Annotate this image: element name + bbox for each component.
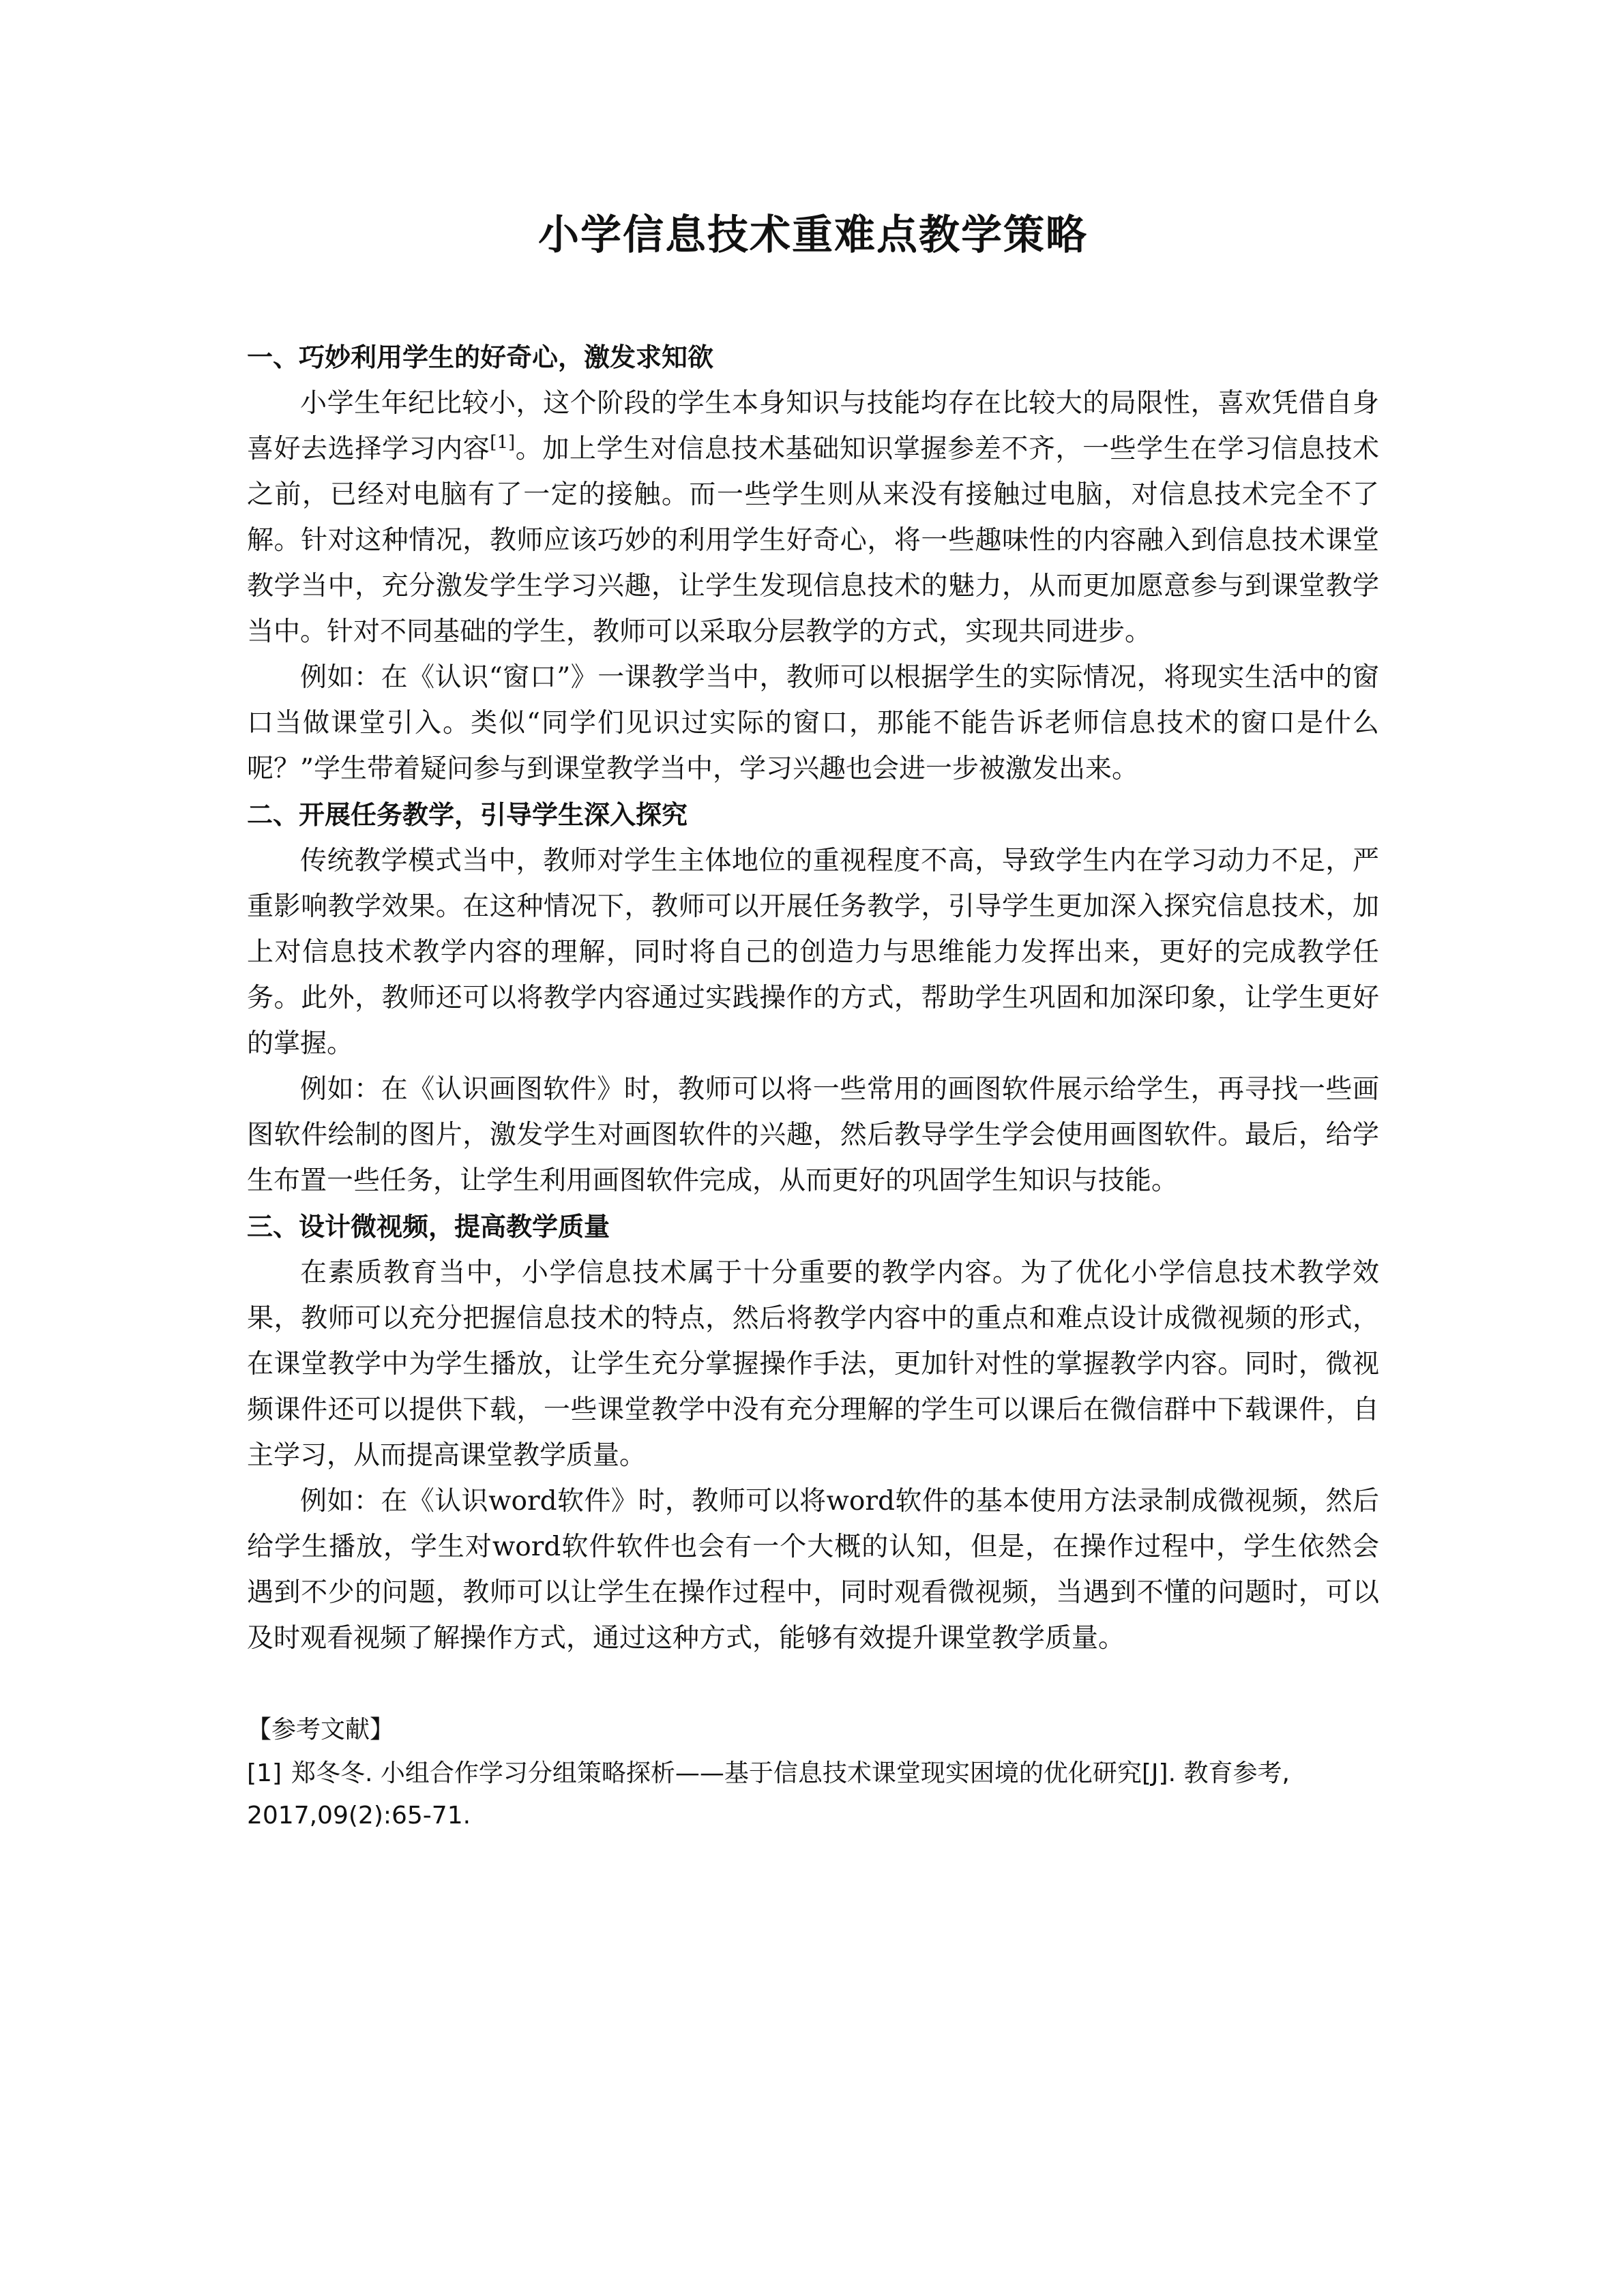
- section-heading: 一、巧妙利用学生的好奇心，激发求知欲: [247, 342, 714, 372]
- references: [247, 1708, 1379, 1837]
- reference-number: [1]: [247, 1759, 282, 1787]
- section-1: [247, 334, 1379, 792]
- document-title: 小学信息技术重难点教学策略: [538, 211, 1088, 259]
- document-page: [247, 205, 1379, 1837]
- citation-marker: [1]: [490, 432, 516, 453]
- paragraph-text: 小学生年纪比较小，这个阶段的学生本身知识与技能均存在比较大的局限性，喜欢凭借自身喜好去选择学习内容: [247, 388, 1379, 464]
- paragraph: 在素质教育当中，小学信息技术属于十分重要的教学内容。为了优化小学信息技术教学效果，教师可以充分把握信息技术的特点，然后将教学内容中的重点和难点设计成微视频的形式，在课堂教学中为学生播放，让学生充分掌握操作手法，更加针对性的掌握教学内容。同时，微视频课件还可以提供下载，一些课堂教学中没有充分理解的学生可以课后在微信群中下载课件，自主学习，从而提高课堂教学质量。: [247, 1257, 1379, 1471]
- section-heading: 三、设计微视频，提高教学质量: [247, 1212, 610, 1242]
- paragraph: 例如：在《认识word软件》时，教师可以将word软件的基本使用方法录制成微视频，然后给学生播放，学生对word软件软件也会有一个大概的认知，但是，在操作过程中，学生依然会遇到不少的问题，教师可以让学生在操作过程中，同时观看微视频，当遇到不懂的问题时，可以及时观看视频了解操作方式，通过这种方式，能够有效提升课堂教学质量。: [247, 1486, 1379, 1654]
- paragraph: 例如：在《认识“窗口”》一课教学当中，教师可以根据学生的实际情况，将现实生活中的窗口当做课堂引入。类似“同学们见识过实际的窗口，那能不能告诉老师信息技术的窗口是什么呢？”学生带着疑问参与到课堂教学当中，学习兴趣也会进一步被激发出来。: [247, 662, 1379, 784]
- paragraph: [247, 381, 1379, 655]
- section-3: [247, 1204, 1379, 1661]
- reference-item: [247, 1753, 1379, 1837]
- paragraph: 例如：在《认识画图软件》时，教师可以将一些常用的画图软件展示给学生，再寻找一些画图软件绘制的图片，激发学生对画图软件的兴趣，然后教导学生学会使用画图软件。最后，给学生布置一些任务，让学生利用画图软件完成，从而更好的巩固学生知识与技能。: [247, 1074, 1379, 1196]
- section-heading: 二、开展任务教学，引导学生深入探究: [247, 800, 688, 830]
- references-heading: 【参考文献】: [247, 1716, 395, 1744]
- reference-text: 郑冬冬. 小组合作学习分组策略探析——基于信息技术课堂现实困境的优化研究[J]. 教育参考, 2017,09(2):65-71.: [247, 1759, 1290, 1830]
- section-2: [247, 792, 1379, 1204]
- paragraph: 传统教学模式当中，教师对学生主体地位的重视程度不高，导致学生内在学习动力不足，严重影响教学效果。在这种情况下，教师可以开展任务教学，引导学生更加深入探究信息技术，加上对信息技术教学内容的理解，同时将自己的创造力与思维能力发挥出来，更好的完成教学任务。此外，教师还可以将教学内容通过实践操作的方式，帮助学生巩固和加深印象，让学生更好的掌握。: [247, 846, 1379, 1059]
- paragraph-text: 。加上学生对信息技术基础知识掌握参差不齐，一些学生在学习信息技术之前，已经对电脑有了一定的接触。而一些学生则从来没有接触过电脑，对信息技术完全不了解。针对这种情况，教师应该巧妙的利用学生好奇心，将一些趣味性的内容融入到信息技术课堂教学当中，充分激发学生学习兴趣，让学生发现信息技术的魅力，从而更加愿意参与到课堂教学当中。针对不同基础的学生，教师可以采取分层教学的方式，实现共同进步。: [247, 434, 1379, 647]
